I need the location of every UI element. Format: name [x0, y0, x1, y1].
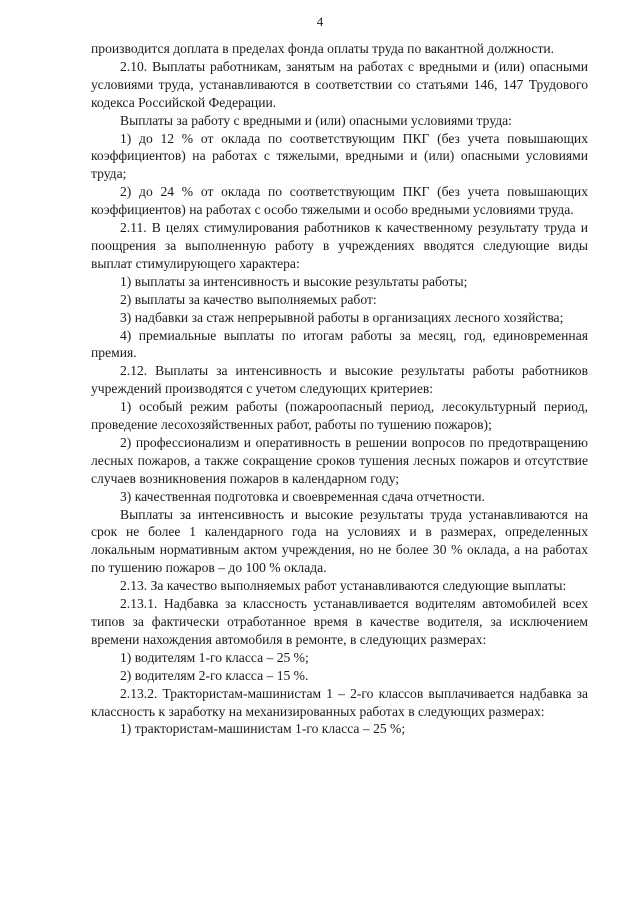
paragraph: 2.11. В целях стимулирования работников к качественному результату труда и поощрения за выполненную работу в учреждениях вводятся следующие виды выплат стимулирующего характера: — [91, 220, 588, 271]
paragraph: 1) до 12 % от оклада по соответствующим ПКГ (без учета повышающих коэффициентов) на работах с тяжелыми, вредными и (или) опасными условиями труда; — [91, 130, 588, 182]
paragraph: 2.12. Выплаты за интенсивность и высокие результаты работы работников учреждений производятся с учетом следующих критериев: — [91, 363, 588, 397]
paragraph: 2.10. Выплаты работникам, занятым на работах с вредными и (или) опасными условиями труда, устанавливаются в соответствии со статьями 146, 147 Трудового кодекса Российской Федерации. — [91, 58, 588, 110]
paragraph: производится доплата в пределах фонда оплаты труда по вакантной должности. — [91, 41, 555, 56]
paragraph: 2.13.2. Трактористам-машинистам 1 – 2-го классов выплачивается надбавка за классность к заработку на механизированных работах в следующих размерах: — [91, 685, 588, 719]
paragraph: 4) премиальные выплаты по итогам работы за месяц, год, единовременная премия. — [91, 327, 588, 361]
paragraph: 1) выплаты за интенсивность и высокие результаты работы; — [120, 273, 468, 289]
paragraph: 2) до 24 % от оклада по соответствующим ПКГ (без учета повышающих коэффициентов) на работах с особо тяжелыми и особо вредными условиями труда. — [91, 184, 588, 218]
paragraph: 3) надбавки за стаж непрерывной работы в организациях лесного хозяйства; — [120, 309, 564, 325]
paragraph: Выплаты за интенсивность и высокие результаты труда устанавливаются на срок не более 1 календарного года на условиях и в размерах, определенных локальным нормативным актом учреждения, но не более 30 % оклада, а на работах по тушению пожаров – до 100 % оклада. — [91, 506, 588, 576]
paragraph: 2.13.1. Надбавка за классность устанавливается водителям автомобилей всех типов за фактически отработанное время в качестве водителя, за исключением времени нахождения автомобиля в ремонте, в следующих размерах: — [91, 596, 588, 647]
paragraph: 1) особый режим работы (пожароопасный период, лесокультурный период, проведение лесохозяйственных работ, работы по тушению пожаров); — [91, 399, 588, 433]
paragraph: 3) качественная подготовка и своевременная сдача отчетности. — [120, 488, 485, 504]
page-number: 4 — [316, 14, 324, 29]
paragraph: 1) трактористам-машинистам 1-го класса – 25 %; — [120, 721, 406, 737]
paragraph: Выплаты за работу с вредными и (или) опасными условиями труда: — [120, 112, 512, 128]
paragraph: 2) профессионализм и оперативность в решении вопросов по предотвращению лесных пожаров, а также сокращение сроков тушения лесных пожаров и отсутствие случаев возникновения пожаров в календарном году; — [91, 434, 588, 486]
document-body — [91, 40, 588, 738]
paragraph: 2) выплаты за качество выполняемых работ: — [120, 291, 377, 307]
paragraph: 1) водителям 1-го класса – 25 %; — [120, 649, 309, 665]
paragraph: 2) водителям 2-го класса – 15 %. — [120, 667, 309, 683]
paragraph: 2.13. За качество выполняемых работ устанавливаются следующие выплаты: — [120, 578, 567, 594]
